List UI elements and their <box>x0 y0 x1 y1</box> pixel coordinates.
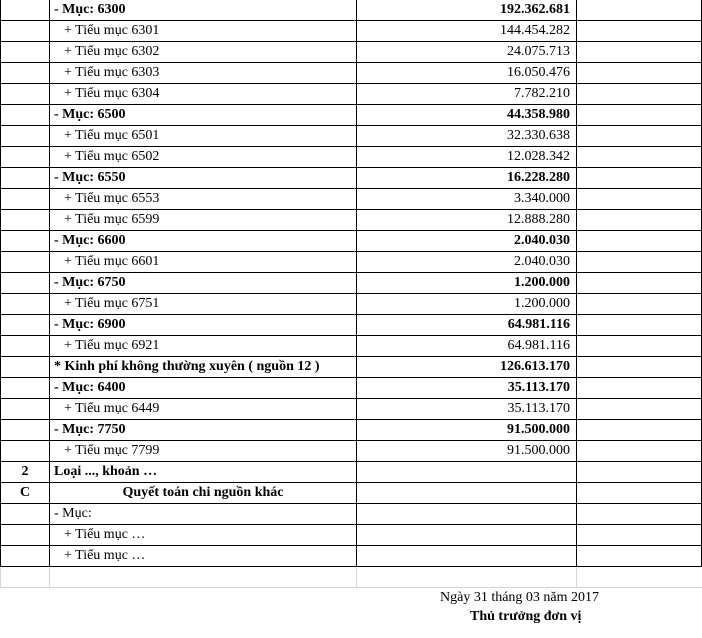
table-row[interactable] <box>0 336 702 357</box>
amount-cell[interactable]: 35.113.170 <box>357 378 577 399</box>
stt-cell[interactable] <box>0 525 50 546</box>
item-label-cell[interactable]: - Mục: 6900 <box>50 315 357 336</box>
table-row[interactable] <box>0 63 702 84</box>
note-cell[interactable] <box>577 273 702 294</box>
stt-cell[interactable] <box>0 504 50 525</box>
item-label-cell[interactable]: + Tiểu mục 6921 <box>50 336 357 357</box>
item-label-cell[interactable]: - Mục: 7750 <box>50 420 357 441</box>
signer-title: Thủ trưởng đơn vị <box>470 609 582 624</box>
table-row[interactable] <box>0 210 702 231</box>
item-label-cell[interactable]: Quyết toán chi nguồn khác <box>50 483 357 504</box>
table-row[interactable] <box>0 378 702 399</box>
stt-cell[interactable]: 2 <box>0 462 50 483</box>
table-row[interactable] <box>0 315 702 336</box>
stt-cell[interactable] <box>0 63 50 84</box>
amount-cell[interactable]: 64.981.116 <box>357 315 577 336</box>
stt-cell[interactable] <box>0 441 50 462</box>
item-label-cell[interactable]: + Tiểu mục … <box>50 546 357 567</box>
empty-cell[interactable] <box>0 567 50 588</box>
table-row[interactable] <box>0 294 702 315</box>
table-row[interactable] <box>0 189 702 210</box>
amount-cell[interactable]: 24.075.713 <box>357 42 577 63</box>
item-label-cell[interactable]: - Mục: 6400 <box>50 378 357 399</box>
note-cell[interactable] <box>577 252 702 273</box>
note-cell[interactable] <box>577 84 702 105</box>
stt-cell[interactable] <box>0 147 50 168</box>
item-label-cell[interactable]: + Tiểu mục 6502 <box>50 147 357 168</box>
stt-cell[interactable] <box>0 168 50 189</box>
empty-cell[interactable] <box>50 567 357 588</box>
stt-cell[interactable] <box>0 336 50 357</box>
note-cell[interactable] <box>577 168 702 189</box>
item-label-cell[interactable]: + Tiểu mục 6601 <box>50 252 357 273</box>
note-cell[interactable] <box>577 315 702 336</box>
note-cell[interactable] <box>577 0 702 21</box>
item-label-cell[interactable]: - Mục: 6500 <box>50 105 357 126</box>
amount-cell[interactable]: 144.454.282 <box>357 21 577 42</box>
note-cell[interactable] <box>577 231 702 252</box>
amount-cell[interactable]: 2.040.030 <box>357 252 577 273</box>
amount-cell[interactable]: 16.050.476 <box>357 63 577 84</box>
item-label-cell[interactable]: + Tiểu mục 6553 <box>50 189 357 210</box>
stt-cell[interactable] <box>0 378 50 399</box>
amount-cell[interactable]: 3.340.000 <box>357 189 577 210</box>
stt-cell[interactable] <box>0 294 50 315</box>
amount-cell[interactable] <box>357 546 577 567</box>
note-cell[interactable] <box>577 42 702 63</box>
item-label-cell[interactable]: + Tiểu mục 6301 <box>50 21 357 42</box>
note-cell[interactable] <box>577 462 702 483</box>
amount-cell[interactable] <box>357 525 577 546</box>
table-row[interactable] <box>0 105 702 126</box>
table-row[interactable] <box>0 231 702 252</box>
table-row[interactable] <box>0 546 702 567</box>
item-label-cell[interactable]: - Mục: <box>50 504 357 525</box>
stt-cell[interactable] <box>0 252 50 273</box>
table-row[interactable] <box>0 147 702 168</box>
note-cell[interactable] <box>577 483 702 504</box>
amount-cell[interactable]: 44.358.980 <box>357 105 577 126</box>
stt-cell[interactable] <box>0 231 50 252</box>
item-label-cell[interactable]: + Tiểu mục 6304 <box>50 84 357 105</box>
amount-cell[interactable]: 1.200.000 <box>357 294 577 315</box>
item-label-cell[interactable]: - Mục: 6300 <box>50 0 357 21</box>
stt-cell[interactable] <box>0 315 50 336</box>
note-cell[interactable] <box>577 441 702 462</box>
amount-cell[interactable] <box>357 504 577 525</box>
item-label-cell[interactable]: + Tiểu mục 6751 <box>50 294 357 315</box>
stt-cell[interactable] <box>0 420 50 441</box>
amount-cell[interactable]: 2.040.030 <box>357 231 577 252</box>
item-label-cell[interactable]: + Tiểu mục 6302 <box>50 42 357 63</box>
note-cell[interactable] <box>577 294 702 315</box>
note-cell[interactable] <box>577 378 702 399</box>
item-label-cell[interactable]: + Tiểu mục 6501 <box>50 126 357 147</box>
item-label-cell[interactable]: + Tiểu mục … <box>50 525 357 546</box>
stt-cell[interactable]: C <box>0 483 50 504</box>
table-row[interactable] <box>0 84 702 105</box>
stt-cell[interactable] <box>0 210 50 231</box>
table-row[interactable] <box>0 21 702 42</box>
amount-cell[interactable] <box>357 483 577 504</box>
note-cell[interactable] <box>577 21 702 42</box>
table-row[interactable] <box>0 42 702 63</box>
amount-cell[interactable]: 7.782.210 <box>357 84 577 105</box>
table-row[interactable] <box>0 273 702 294</box>
item-label-cell[interactable]: - Mục: 6750 <box>50 273 357 294</box>
note-cell[interactable] <box>577 63 702 84</box>
item-label-cell[interactable]: - Mục: 6550 <box>50 168 357 189</box>
stt-cell[interactable] <box>0 84 50 105</box>
amount-cell[interactable]: 126.613.170 <box>357 357 577 378</box>
table-row[interactable] <box>0 0 702 21</box>
note-cell[interactable] <box>577 399 702 420</box>
empty-cell[interactable] <box>357 567 577 588</box>
table-row[interactable] <box>0 399 702 420</box>
note-cell[interactable] <box>577 525 702 546</box>
amount-cell[interactable]: 1.200.000 <box>357 273 577 294</box>
table-row[interactable] <box>0 126 702 147</box>
note-cell[interactable] <box>577 126 702 147</box>
empty-row[interactable] <box>0 567 702 588</box>
table-row[interactable] <box>0 525 702 546</box>
stt-cell[interactable] <box>0 399 50 420</box>
item-label-cell[interactable]: + Tiểu mục 6599 <box>50 210 357 231</box>
stt-cell[interactable] <box>0 105 50 126</box>
amount-cell[interactable]: 12.888.280 <box>357 210 577 231</box>
amount-cell[interactable]: 16.228.280 <box>357 168 577 189</box>
item-label-cell[interactable]: - Mục: 6600 <box>50 231 357 252</box>
item-label-cell[interactable]: + Tiểu mục 6303 <box>50 63 357 84</box>
table-row[interactable] <box>0 252 702 273</box>
amount-cell[interactable]: 192.362.681 <box>357 0 577 21</box>
item-label-cell[interactable]: + Tiểu mục 6449 <box>50 399 357 420</box>
item-label-cell[interactable]: Loại ..., khoản … <box>50 462 357 483</box>
table-row[interactable] <box>0 420 702 441</box>
note-cell[interactable] <box>577 189 702 210</box>
note-cell[interactable] <box>577 546 702 567</box>
table-row[interactable] <box>0 462 702 483</box>
stt-cell[interactable] <box>0 42 50 63</box>
note-cell[interactable] <box>577 504 702 525</box>
amount-cell[interactable]: 91.500.000 <box>357 420 577 441</box>
stt-cell[interactable] <box>0 0 50 21</box>
note-cell[interactable] <box>577 210 702 231</box>
amount-cell[interactable]: 35.113.170 <box>357 399 577 420</box>
amount-cell[interactable]: 64.981.116 <box>357 336 577 357</box>
note-cell[interactable] <box>577 336 702 357</box>
table-row[interactable] <box>0 483 702 504</box>
table-row[interactable] <box>0 357 702 378</box>
stt-cell[interactable] <box>0 357 50 378</box>
stt-cell[interactable] <box>0 189 50 210</box>
stt-cell[interactable] <box>0 21 50 42</box>
note-cell[interactable] <box>577 147 702 168</box>
amount-cell[interactable]: 12.028.342 <box>357 147 577 168</box>
empty-cell[interactable] <box>577 567 702 588</box>
amount-cell[interactable] <box>357 462 577 483</box>
table-row[interactable] <box>0 504 702 525</box>
table-row[interactable] <box>0 441 702 462</box>
amount-cell[interactable]: 91.500.000 <box>357 441 577 462</box>
item-label-cell[interactable]: + Tiểu mục 7799 <box>50 441 357 462</box>
note-cell[interactable] <box>577 105 702 126</box>
item-label-cell[interactable]: * Kinh phí không thường xuyên ( nguồn 12 ) <box>50 357 357 378</box>
note-cell[interactable] <box>577 357 702 378</box>
stt-cell[interactable] <box>0 273 50 294</box>
amount-cell[interactable]: 32.330.638 <box>357 126 577 147</box>
table-row[interactable] <box>0 168 702 189</box>
note-cell[interactable] <box>577 420 702 441</box>
stt-cell[interactable] <box>0 126 50 147</box>
signature-date: Ngày 31 tháng 03 năm 2017 <box>440 590 600 605</box>
stt-cell[interactable] <box>0 546 50 567</box>
